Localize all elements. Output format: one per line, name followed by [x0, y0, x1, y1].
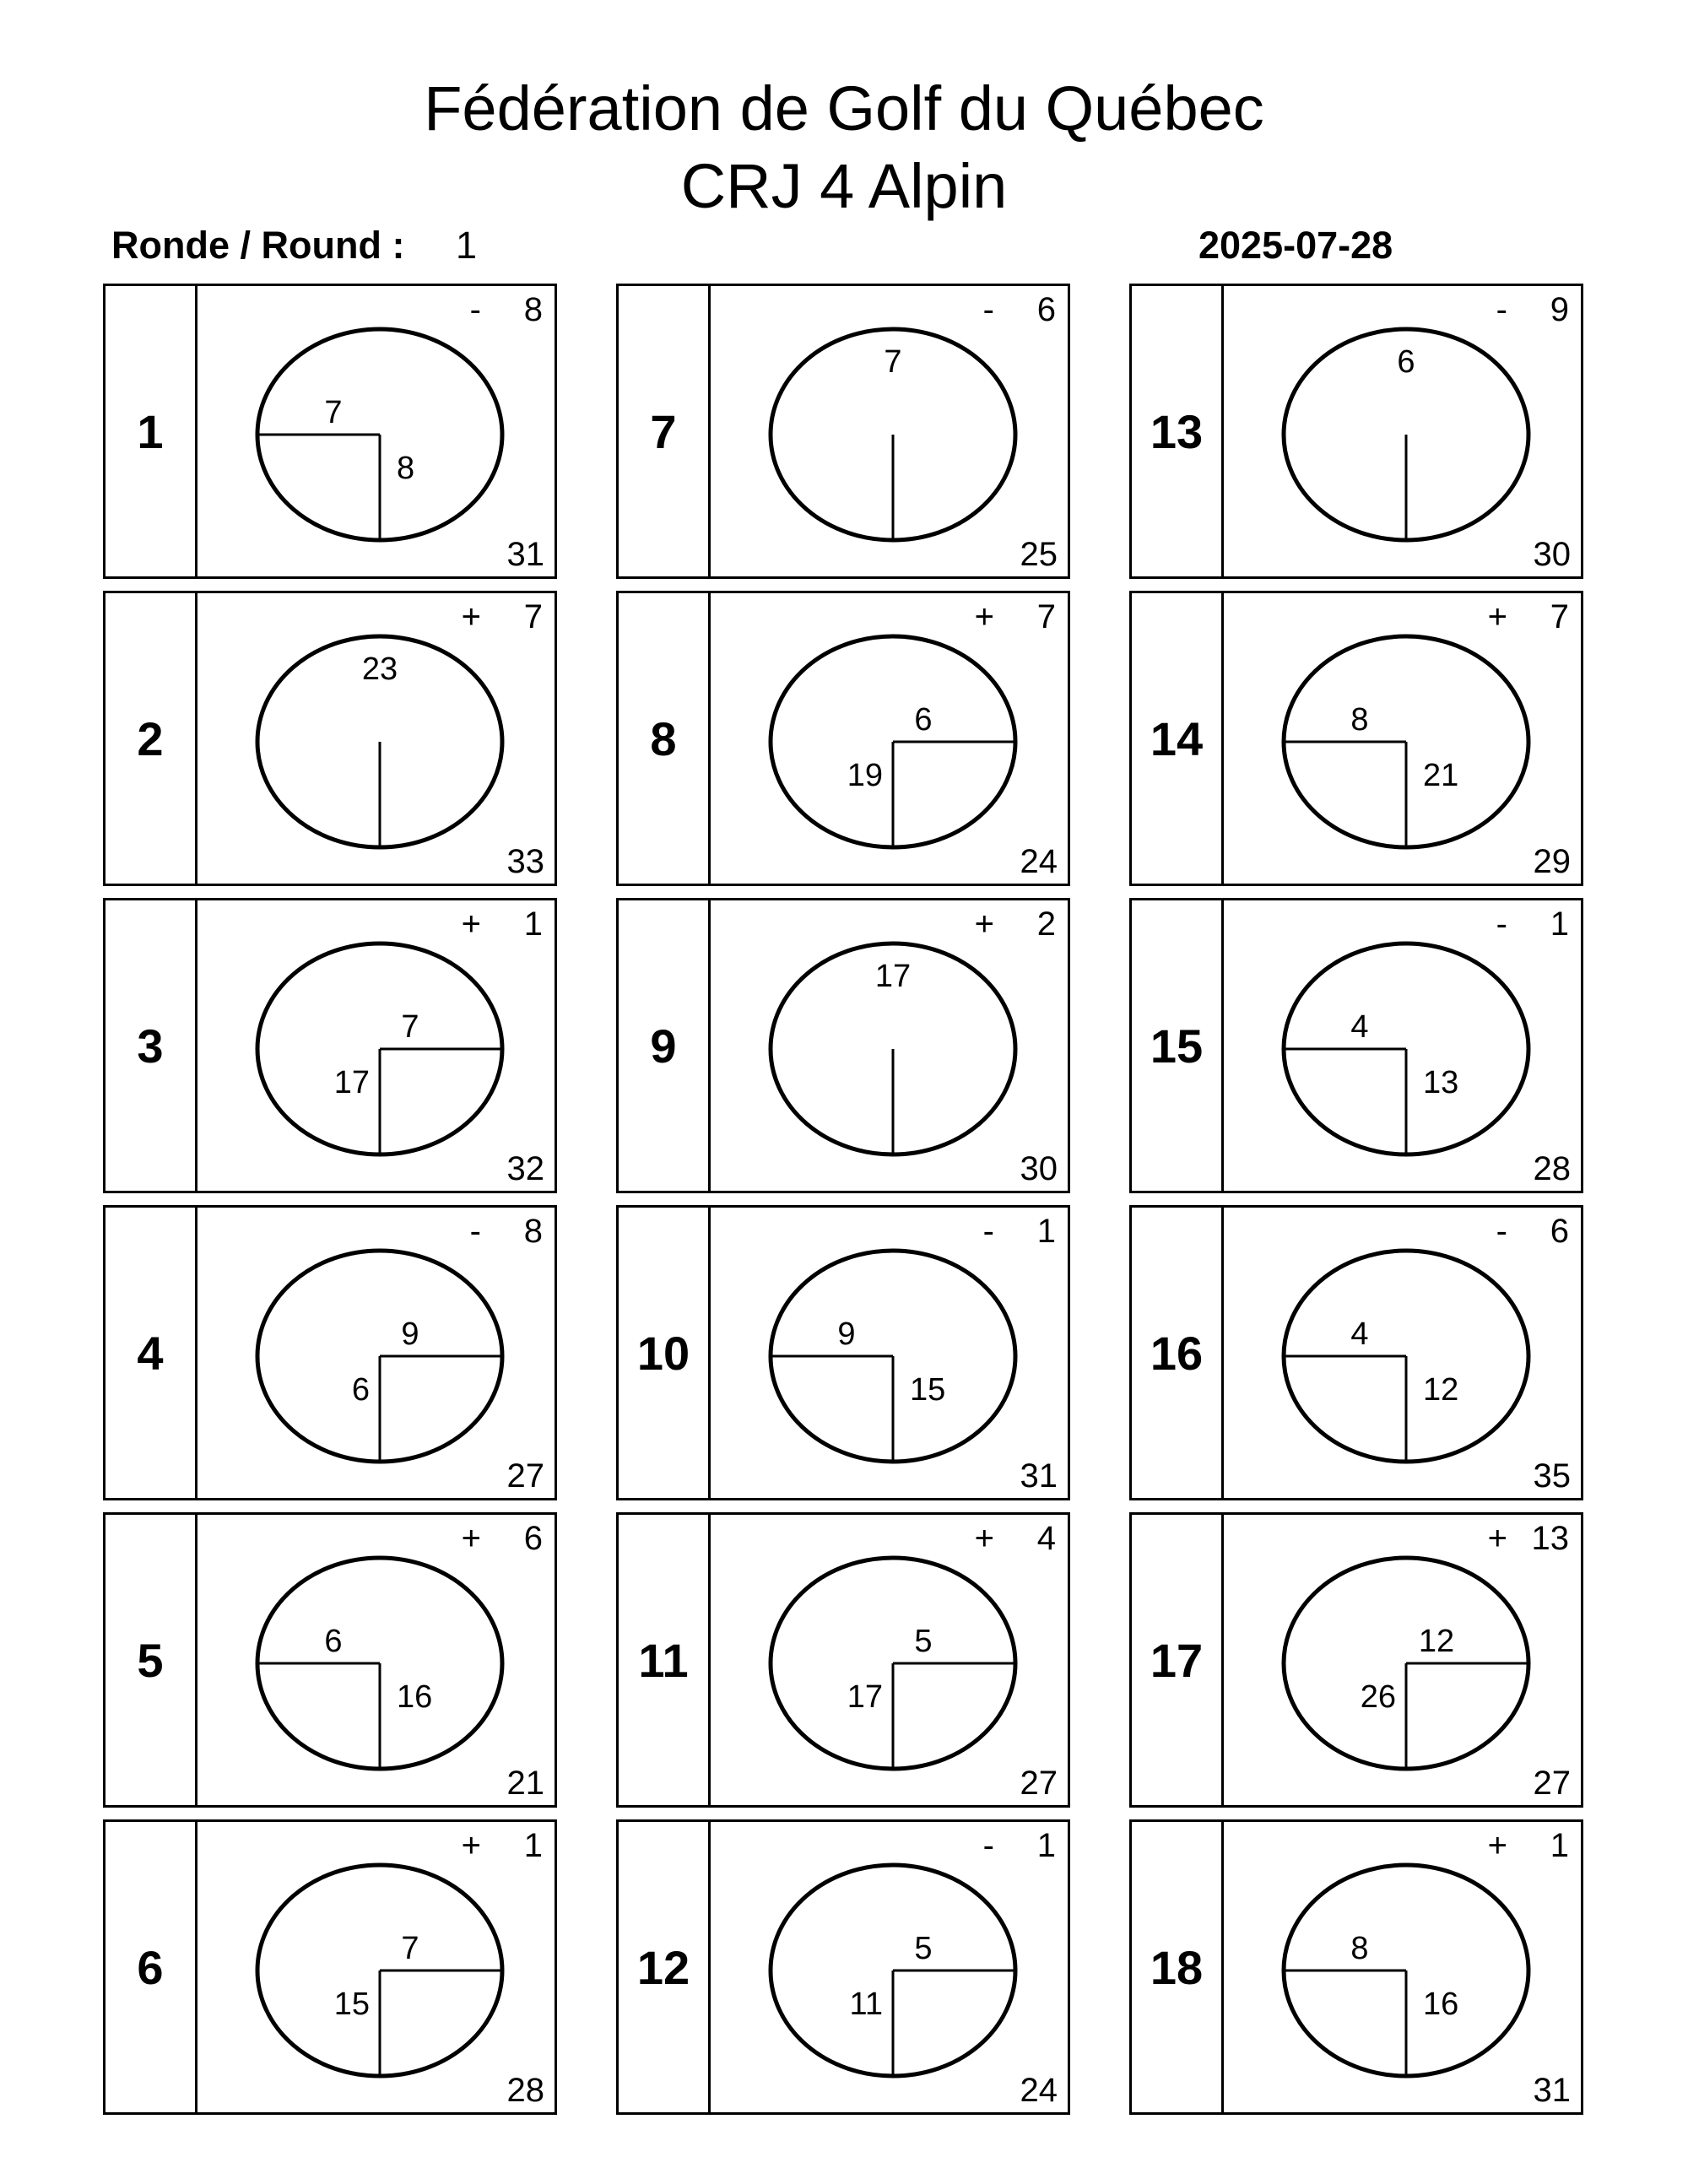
green-depth: 33 — [506, 843, 544, 880]
green-diagram — [1224, 900, 1583, 1191]
horizontal-distance: 8 — [1350, 1931, 1369, 1966]
offset-value: 2 — [1036, 905, 1056, 943]
vertical-distance: 12 — [1423, 1372, 1459, 1408]
offset-sign: + — [461, 905, 481, 943]
front-distance: 6 — [1397, 344, 1415, 380]
green-depth: 24 — [1020, 843, 1058, 880]
green-diagram — [711, 1208, 1070, 1498]
hole-number: 5 — [137, 1633, 164, 1687]
offset-value: 6 — [523, 1520, 543, 1557]
horizontal-distance: 9 — [401, 1316, 419, 1352]
horizontal-distance: 5 — [914, 1931, 933, 1966]
horizontal-distance: 6 — [914, 702, 933, 738]
hole-card — [616, 898, 1070, 1193]
green-diagram — [711, 593, 1070, 884]
offset-sign: + — [974, 598, 994, 635]
vertical-distance: 21 — [1423, 758, 1459, 793]
offset-value: 8 — [523, 291, 543, 328]
hole-number: 8 — [650, 711, 677, 765]
vertical-distance: 17 — [847, 1679, 883, 1715]
horizontal-distance: 4 — [1350, 1009, 1369, 1045]
offset-sign: + — [1487, 598, 1507, 635]
vertical-distance: 11 — [849, 1987, 883, 2022]
hole-card — [103, 1819, 557, 2115]
offset-value: 1 — [523, 905, 543, 943]
hole-number: 2 — [137, 711, 164, 765]
vertical-distance: 15 — [333, 1987, 370, 2022]
horizontal-distance: 6 — [324, 1624, 343, 1659]
vertical-distance: 13 — [1423, 1065, 1459, 1100]
horizontal-distance: 12 — [1418, 1624, 1455, 1659]
green-diagram — [197, 900, 557, 1191]
green-depth: 31 — [506, 536, 544, 573]
hole-card — [1129, 1512, 1583, 1808]
green-depth: 28 — [1533, 1150, 1571, 1187]
hole-card — [616, 284, 1070, 579]
horizontal-distance: 4 — [1350, 1316, 1369, 1352]
offset-value: 9 — [1550, 291, 1569, 328]
hole-number: 16 — [1150, 1326, 1204, 1380]
horizontal-distance: 9 — [837, 1316, 856, 1352]
green-depth: 35 — [1533, 1457, 1571, 1495]
offset-value: 1 — [1036, 1827, 1056, 1864]
offset-sign: - — [1496, 905, 1507, 943]
green-diagram — [711, 900, 1070, 1191]
offset-sign: - — [1496, 291, 1507, 328]
hole-number: 12 — [636, 1940, 690, 1994]
green-depth: 31 — [1020, 1457, 1058, 1495]
offset-sign: + — [461, 1520, 481, 1557]
hole-card — [103, 1205, 557, 1500]
offset-sign: - — [1496, 1213, 1507, 1250]
green-diagram — [711, 1515, 1070, 1805]
hole-card — [103, 898, 557, 1193]
offset-value: 1 — [1550, 905, 1569, 943]
hole-card — [616, 1819, 1070, 2115]
hole-card — [1129, 898, 1583, 1193]
hole-card — [1129, 591, 1583, 886]
offset-sign: + — [1487, 1827, 1507, 1864]
vertical-distance: 15 — [910, 1372, 946, 1408]
hole-card — [616, 591, 1070, 886]
green-depth: 25 — [1020, 536, 1058, 573]
horizontal-distance: 7 — [401, 1931, 419, 1966]
green-diagram — [1224, 1822, 1583, 2112]
round-label: Ronde / Round : — [111, 224, 405, 267]
vertical-distance: 8 — [397, 451, 415, 486]
green-diagram — [1224, 286, 1583, 576]
round-value: 1 — [456, 224, 478, 267]
green-depth: 27 — [506, 1457, 544, 1495]
green-depth: 24 — [1020, 2072, 1058, 2109]
offset-sign: + — [974, 1520, 994, 1557]
green-diagram — [711, 286, 1070, 576]
offset-value: 4 — [1036, 1520, 1056, 1557]
offset-value: 13 — [1531, 1520, 1569, 1557]
hole-number: 17 — [1150, 1633, 1204, 1687]
page-title: Fédération de Golf du Québec — [424, 73, 1264, 143]
offset-sign: - — [982, 291, 994, 328]
offset-value: 1 — [1036, 1213, 1056, 1250]
green-depth: 31 — [1533, 2072, 1571, 2109]
green-diagram — [1224, 1515, 1583, 1805]
hole-number: 7 — [650, 404, 677, 458]
hole-number: 3 — [137, 1019, 164, 1073]
offset-sign: - — [982, 1827, 994, 1864]
green-depth: 28 — [506, 2072, 544, 2109]
green-diagram — [197, 593, 557, 884]
offset-value: 1 — [1550, 1827, 1569, 1864]
hole-number: 11 — [638, 1633, 689, 1687]
hole-number: 9 — [650, 1019, 677, 1073]
hole-number: 14 — [1150, 711, 1204, 765]
green-depth: 30 — [1533, 536, 1571, 573]
green-diagram — [197, 1515, 557, 1805]
front-distance: 7 — [884, 344, 902, 380]
green-depth: 30 — [1020, 1150, 1058, 1187]
green-depth: 27 — [1020, 1765, 1058, 1802]
vertical-distance: 26 — [1360, 1679, 1396, 1715]
hole-card — [616, 1205, 1070, 1500]
offset-value: 1 — [523, 1827, 543, 1864]
hole-number: 4 — [137, 1326, 164, 1380]
green-depth: 27 — [1533, 1765, 1571, 1802]
hole-card — [1129, 284, 1583, 579]
horizontal-distance: 7 — [401, 1009, 419, 1045]
vertical-distance: 6 — [351, 1372, 370, 1408]
vertical-distance: 17 — [333, 1065, 370, 1100]
offset-value: 6 — [1550, 1213, 1569, 1250]
hole-card — [616, 1512, 1070, 1808]
hole-card — [1129, 1819, 1583, 2115]
hole-card — [103, 591, 557, 886]
hole-number: 10 — [636, 1326, 690, 1380]
green-diagram — [1224, 1208, 1583, 1498]
green-depth: 29 — [1533, 843, 1571, 880]
offset-value: 6 — [1036, 291, 1056, 328]
horizontal-distance: 8 — [1350, 702, 1369, 738]
horizontal-distance: 5 — [914, 1624, 933, 1659]
hole-number: 18 — [1150, 1940, 1204, 1994]
green-diagram — [711, 1822, 1070, 2112]
offset-value: 7 — [1036, 598, 1056, 635]
horizontal-distance: 7 — [324, 395, 343, 430]
offset-sign: - — [982, 1213, 994, 1250]
offset-sign: + — [1487, 1520, 1507, 1557]
offset-value: 8 — [523, 1213, 543, 1250]
hole-card — [103, 1512, 557, 1808]
offset-value: 7 — [1550, 598, 1569, 635]
offset-sign: + — [461, 598, 481, 635]
offset-sign: - — [469, 1213, 481, 1250]
green-diagram — [197, 1822, 557, 2112]
green-diagram — [1224, 593, 1583, 884]
vertical-distance: 19 — [847, 758, 883, 793]
offset-sign: - — [469, 291, 481, 328]
event-subtitle: CRJ 4 Alpin — [680, 151, 1008, 221]
hole-card — [103, 284, 557, 579]
offset-sign: + — [461, 1827, 481, 1864]
green-diagram — [197, 286, 557, 576]
green-depth: 32 — [506, 1150, 544, 1187]
front-distance: 23 — [361, 651, 398, 687]
green-depth: 21 — [506, 1765, 544, 1802]
date-label: 2025-07-28 — [1198, 224, 1393, 267]
hole-number: 13 — [1150, 404, 1204, 458]
offset-sign: + — [974, 905, 994, 943]
hole-number: 1 — [137, 404, 164, 458]
vertical-distance: 16 — [397, 1679, 433, 1715]
hole-number: 6 — [137, 1940, 164, 1994]
offset-value: 7 — [523, 598, 543, 635]
front-distance: 17 — [874, 959, 912, 994]
green-diagram — [197, 1208, 557, 1498]
hole-card — [1129, 1205, 1583, 1500]
hole-number: 15 — [1150, 1019, 1204, 1073]
vertical-distance: 16 — [1423, 1987, 1459, 2022]
